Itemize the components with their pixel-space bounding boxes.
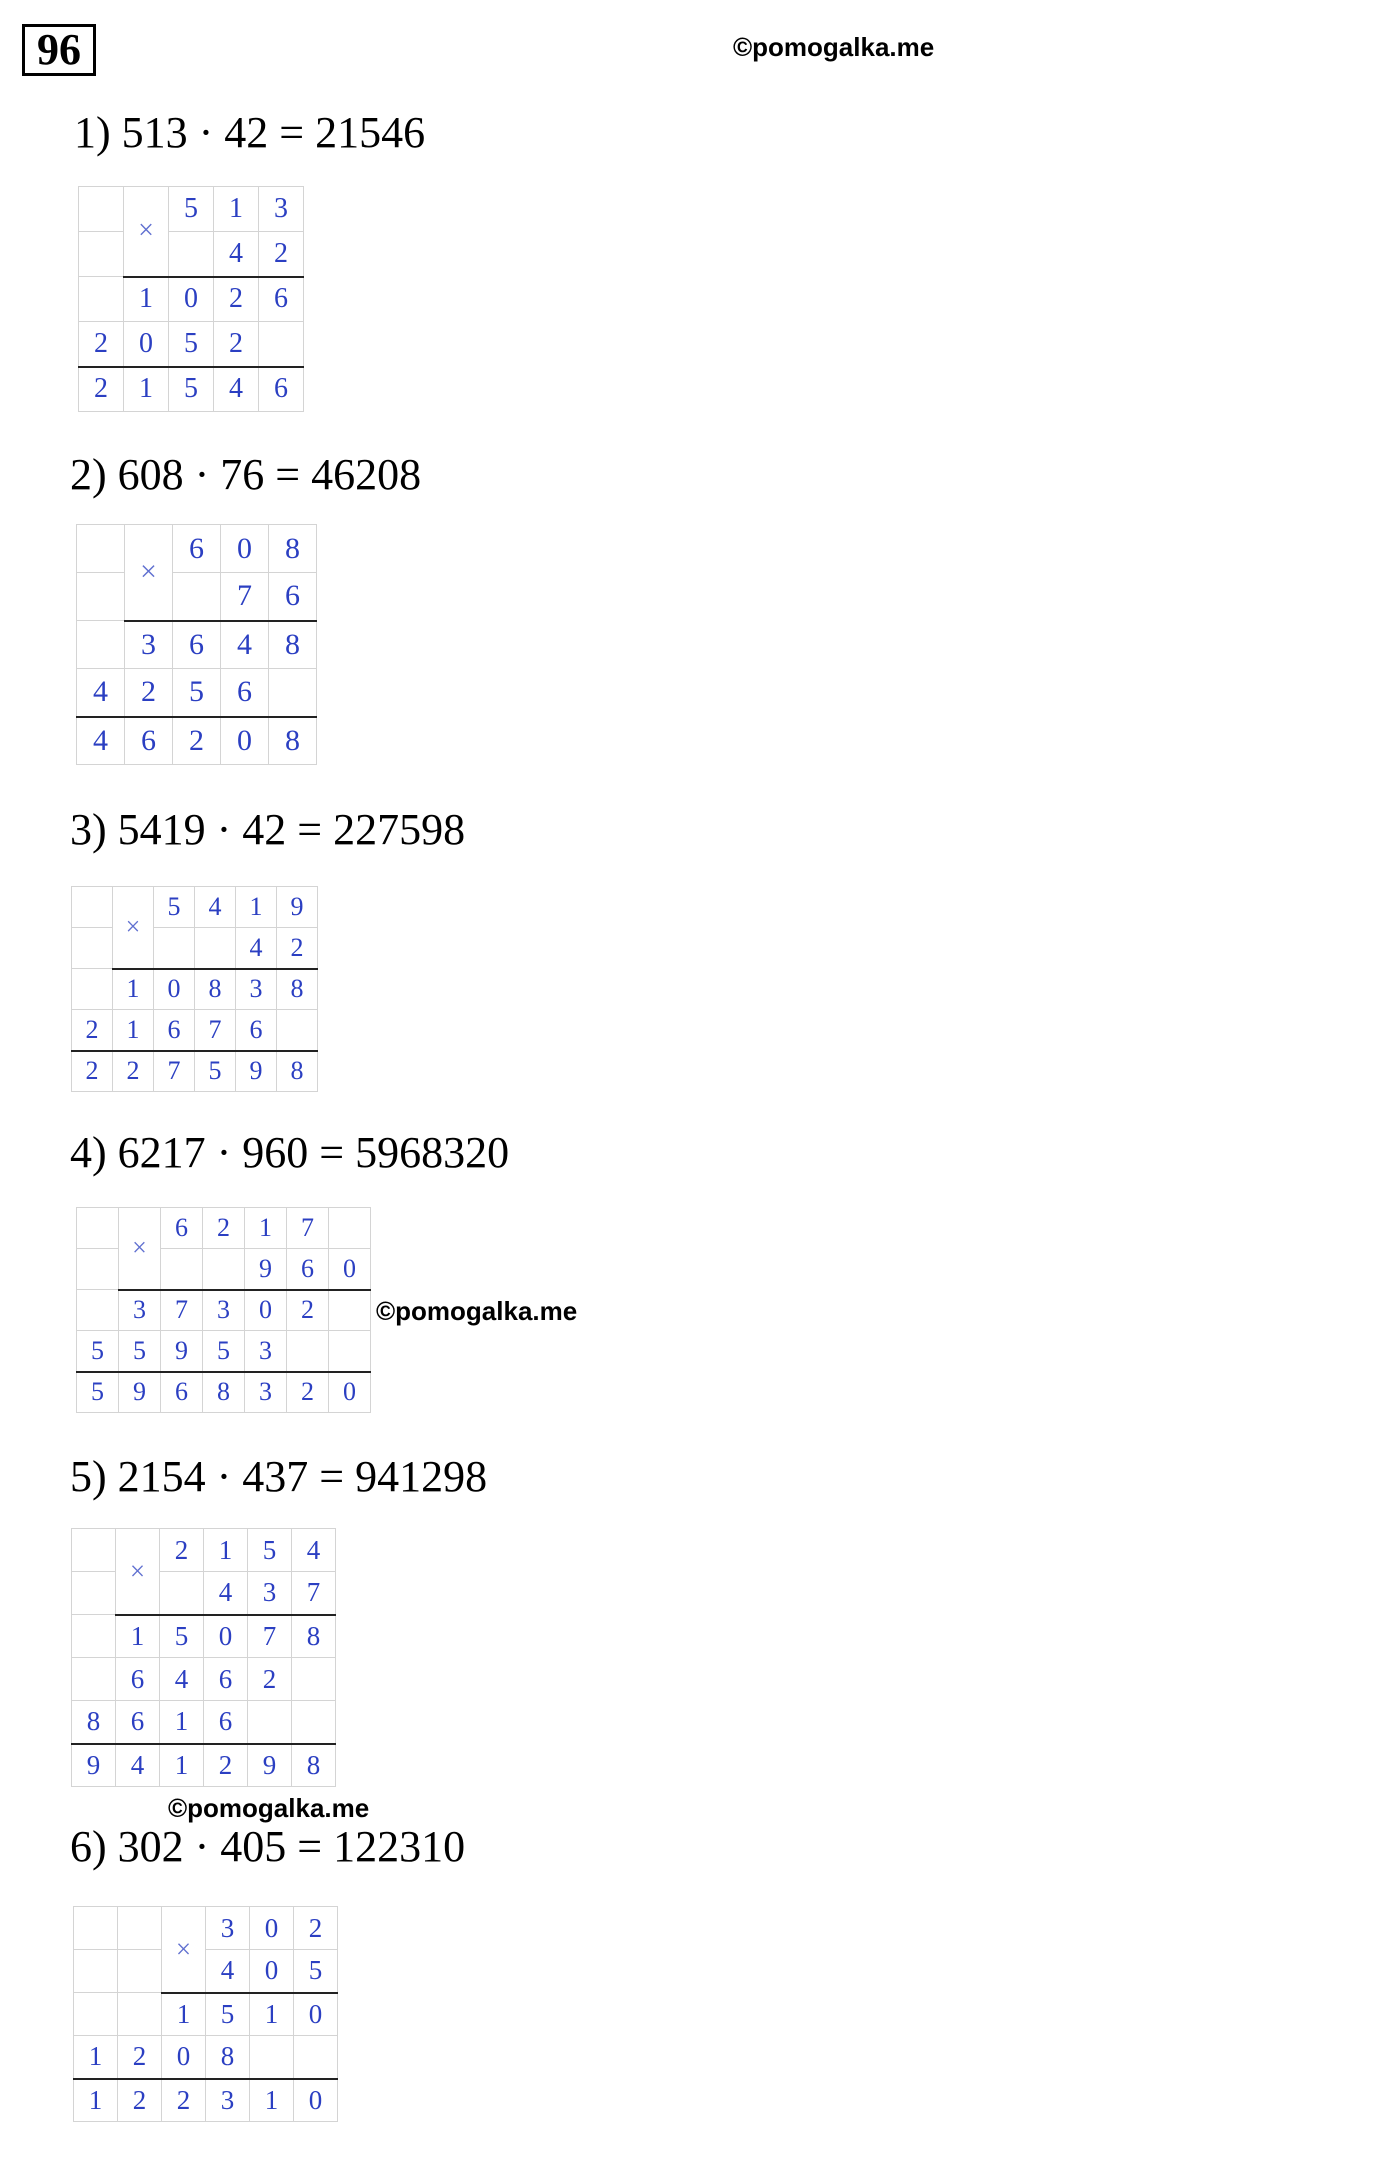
digit-cell: 6	[204, 1701, 248, 1744]
grid-row	[74, 2036, 338, 2079]
digit-cell: 5	[203, 1331, 245, 1372]
empty-cell	[79, 277, 124, 322]
empty-cell	[329, 1208, 371, 1249]
digit-cell: 2	[79, 367, 124, 412]
digit-cell: 0	[294, 1993, 338, 2036]
digit-cell: 2	[72, 1010, 113, 1051]
empty-cell	[72, 969, 113, 1010]
digit-cell: 5	[206, 1993, 250, 2036]
digit-cell: 0	[329, 1249, 371, 1290]
digit-cell: 1	[204, 1529, 248, 1572]
empty-cell	[79, 232, 124, 277]
digit-cell: 0	[250, 1907, 294, 1950]
problem-3-grid	[71, 886, 318, 1092]
grid-row	[77, 1331, 371, 1372]
empty-cell	[77, 1208, 119, 1249]
empty-cell	[154, 928, 195, 969]
digit-cell: 0	[245, 1290, 287, 1331]
digit-cell: 6	[154, 1010, 195, 1051]
grid-row	[72, 1744, 336, 1787]
digit-cell: 8	[72, 1701, 116, 1744]
grid-row	[77, 573, 317, 621]
digit-cell: 2	[160, 1529, 204, 1572]
digit-cell: 7	[287, 1208, 329, 1249]
empty-cell	[195, 928, 236, 969]
digit-cell: 3	[203, 1290, 245, 1331]
digit-cell: 3	[248, 1572, 292, 1615]
digit-cell: 9	[245, 1249, 287, 1290]
digit-cell: 8	[292, 1615, 336, 1658]
grid-row	[79, 187, 304, 232]
watermark-top: ©pomogalka.me	[733, 32, 935, 62]
empty-cell	[72, 1615, 116, 1658]
digit-cell: 2	[162, 2079, 206, 2122]
digit-cell: 0	[169, 277, 214, 322]
digit-cell: 1	[160, 1701, 204, 1744]
empty-cell	[77, 573, 125, 621]
digit-cell: 4	[236, 928, 277, 969]
grid-row	[79, 367, 304, 412]
empty-cell	[329, 1331, 371, 1372]
grid-row	[72, 1658, 336, 1701]
digit-cell: 7	[154, 1051, 195, 1092]
digit-cell: 1	[160, 1744, 204, 1787]
digit-cell: 2	[287, 1290, 329, 1331]
empty-cell	[161, 1249, 203, 1290]
digit-cell: 1	[113, 1010, 154, 1051]
grid-row	[77, 717, 317, 765]
digit-cell: 1	[214, 187, 259, 232]
digit-cell: 5	[173, 669, 221, 717]
empty-cell	[269, 669, 317, 717]
problem-1-grid	[78, 186, 304, 412]
empty-cell	[329, 1290, 371, 1331]
problem-6-grid	[73, 1906, 338, 2122]
digit-cell: 8	[206, 2036, 250, 2079]
empty-cell	[160, 1572, 204, 1615]
empty-cell	[248, 1701, 292, 1744]
digit-cell: 5	[77, 1331, 119, 1372]
digit-cell: 6	[221, 669, 269, 717]
digit-cell: 8	[277, 1051, 318, 1092]
multiply-sign: ×	[125, 525, 173, 621]
digit-cell: 6	[259, 277, 304, 322]
empty-cell	[74, 1907, 118, 1950]
digit-cell: 2	[79, 322, 124, 367]
digit-cell: 8	[269, 621, 317, 669]
digit-cell: 6	[269, 573, 317, 621]
digit-cell: 2	[72, 1051, 113, 1092]
grid-row	[77, 1208, 371, 1249]
digit-cell: 5	[160, 1615, 204, 1658]
empty-cell	[79, 187, 124, 232]
digit-cell: 6	[125, 717, 173, 765]
empty-cell	[292, 1658, 336, 1701]
digit-cell: 0	[221, 525, 269, 573]
empty-cell	[118, 1950, 162, 1993]
empty-cell	[294, 2036, 338, 2079]
digit-cell: 5	[169, 367, 214, 412]
digit-cell: 8	[292, 1744, 336, 1787]
digit-cell: 5	[119, 1331, 161, 1372]
empty-cell	[259, 322, 304, 367]
digit-cell: 3	[245, 1372, 287, 1413]
digit-cell: 8	[277, 969, 318, 1010]
digit-cell: 0	[250, 1950, 294, 1993]
digit-cell: 6	[161, 1372, 203, 1413]
problem-1-equation: 1) 513 · 42 = 21546	[74, 108, 426, 157]
problem-2-grid	[76, 524, 317, 765]
digit-cell: 5	[248, 1529, 292, 1572]
digit-cell: 3	[206, 2079, 250, 2122]
digit-cell: 2	[118, 2079, 162, 2122]
digit-cell: 1	[74, 2036, 118, 2079]
digit-cell: 1	[116, 1615, 160, 1658]
digit-cell: 2	[214, 322, 259, 367]
multiply-sign: ×	[116, 1529, 160, 1615]
digit-cell: 0	[204, 1615, 248, 1658]
digit-cell: 4	[77, 669, 125, 717]
digit-cell: 1	[245, 1208, 287, 1249]
digit-cell: 4	[204, 1572, 248, 1615]
grid-row	[77, 525, 317, 573]
grid-row	[74, 1993, 338, 2036]
grid-row	[74, 1950, 338, 1993]
digit-cell: 2	[214, 277, 259, 322]
grid-row	[77, 1290, 371, 1331]
digit-cell: 0	[162, 2036, 206, 2079]
digit-cell: 4	[77, 717, 125, 765]
digit-cell: 2	[287, 1372, 329, 1413]
grid-row	[77, 621, 317, 669]
watermark-bottom: ©pomogalka.me	[168, 1793, 370, 1823]
empty-cell	[77, 1290, 119, 1331]
digit-cell: 7	[221, 573, 269, 621]
digit-cell: 1	[162, 1993, 206, 2036]
empty-cell	[118, 1907, 162, 1950]
digit-cell: 2	[204, 1744, 248, 1787]
digit-cell: 6	[116, 1701, 160, 1744]
digit-cell: 3	[119, 1290, 161, 1331]
digit-cell: 4	[292, 1529, 336, 1572]
digit-cell: 2	[277, 928, 318, 969]
digit-cell: 2	[259, 232, 304, 277]
problem-5-grid	[71, 1528, 336, 1787]
digit-cell: 1	[113, 969, 154, 1010]
empty-cell	[72, 887, 113, 928]
empty-cell	[74, 1993, 118, 2036]
digit-cell: 1	[236, 887, 277, 928]
digit-cell: 1	[250, 2079, 294, 2122]
problem-4-grid	[76, 1207, 371, 1413]
empty-cell	[77, 525, 125, 573]
digit-cell: 0	[221, 717, 269, 765]
empty-cell	[287, 1331, 329, 1372]
grid-row	[79, 232, 304, 277]
digit-cell: 5	[169, 187, 214, 232]
digit-cell: 2	[125, 669, 173, 717]
empty-cell	[72, 1572, 116, 1615]
digit-cell: 8	[269, 717, 317, 765]
problem-3-equation: 3) 5419 · 42 = 227598	[70, 805, 466, 854]
grid-row	[72, 1051, 318, 1092]
grid-row	[72, 1572, 336, 1615]
empty-cell	[292, 1701, 336, 1744]
digit-cell: 2	[203, 1208, 245, 1249]
multiply-sign: ×	[124, 187, 169, 277]
digit-cell: 4	[214, 367, 259, 412]
problem-4-equation: 4) 6217 · 960 = 5968320	[70, 1128, 510, 1177]
grid-row	[72, 1010, 318, 1051]
digit-cell: 9	[277, 887, 318, 928]
digit-cell: 2	[173, 717, 221, 765]
empty-cell	[72, 1658, 116, 1701]
digit-cell: 8	[195, 969, 236, 1010]
digit-cell: 4	[221, 621, 269, 669]
digit-cell: 4	[195, 887, 236, 928]
digit-cell: 4	[160, 1658, 204, 1701]
empty-cell	[77, 621, 125, 669]
digit-cell: 2	[248, 1658, 292, 1701]
problem-6-equation: 6) 302 · 405 = 122310	[70, 1822, 466, 1871]
digit-cell: 9	[236, 1051, 277, 1092]
digit-cell: 5	[294, 1950, 338, 1993]
empty-cell	[169, 232, 214, 277]
digit-cell: 9	[161, 1331, 203, 1372]
digit-cell: 9	[72, 1744, 116, 1787]
digit-cell: 5	[77, 1372, 119, 1413]
digit-cell: 7	[195, 1010, 236, 1051]
grid-row	[72, 1615, 336, 1658]
digit-cell: 5	[169, 322, 214, 367]
empty-cell	[74, 1950, 118, 1993]
grid-row	[72, 1529, 336, 1572]
digit-cell: 0	[294, 2079, 338, 2122]
digit-cell: 0	[329, 1372, 371, 1413]
multiply-sign: ×	[113, 887, 154, 969]
grid-row	[72, 928, 318, 969]
digit-cell: 4	[214, 232, 259, 277]
digit-cell: 2	[294, 1907, 338, 1950]
digit-cell: 3	[206, 1907, 250, 1950]
empty-cell	[277, 1010, 318, 1051]
grid-row	[74, 1907, 338, 1950]
grid-row	[72, 1701, 336, 1744]
empty-cell	[77, 1249, 119, 1290]
multiply-sign: ×	[162, 1907, 206, 1993]
multiply-sign: ×	[119, 1208, 161, 1290]
problem-5-equation: 5) 2154 · 437 = 941298	[70, 1452, 488, 1501]
digit-cell: 3	[245, 1331, 287, 1372]
digit-cell: 0	[124, 322, 169, 367]
digit-cell: 8	[203, 1372, 245, 1413]
digit-cell: 6	[287, 1249, 329, 1290]
task-number: 96	[22, 24, 96, 76]
digit-cell: 6	[116, 1658, 160, 1701]
digit-cell: 1	[74, 2079, 118, 2122]
digit-cell: 3	[236, 969, 277, 1010]
empty-cell	[250, 2036, 294, 2079]
digit-cell: 6	[161, 1208, 203, 1249]
grid-row	[79, 277, 304, 322]
digit-cell: 8	[269, 525, 317, 573]
digit-cell: 2	[118, 2036, 162, 2079]
digit-cell: 1	[124, 367, 169, 412]
digit-cell: 7	[248, 1615, 292, 1658]
digit-cell: 4	[206, 1950, 250, 1993]
digit-cell: 3	[125, 621, 173, 669]
watermark-middle: ©pomogalka.me	[376, 1296, 578, 1326]
empty-cell	[203, 1249, 245, 1290]
grid-row	[79, 322, 304, 367]
empty-cell	[173, 573, 221, 621]
grid-row	[72, 969, 318, 1010]
grid-row	[74, 2079, 338, 2122]
grid-row	[77, 669, 317, 717]
digit-cell: 9	[119, 1372, 161, 1413]
digit-cell: 2	[113, 1051, 154, 1092]
digit-cell: 6	[236, 1010, 277, 1051]
digit-cell: 0	[154, 969, 195, 1010]
digit-cell: 6	[173, 621, 221, 669]
empty-cell	[118, 1993, 162, 2036]
digit-cell: 6	[259, 367, 304, 412]
digit-cell: 6	[204, 1658, 248, 1701]
problem-2-equation: 2) 608 · 76 = 46208	[70, 450, 422, 499]
digit-cell: 3	[259, 187, 304, 232]
grid-row	[77, 1372, 371, 1413]
grid-row	[72, 887, 318, 928]
digit-cell: 5	[154, 887, 195, 928]
empty-cell	[72, 928, 113, 969]
digit-cell: 4	[116, 1744, 160, 1787]
digit-cell: 7	[161, 1290, 203, 1331]
empty-cell	[72, 1529, 116, 1572]
digit-cell: 1	[250, 1993, 294, 2036]
digit-cell: 9	[248, 1744, 292, 1787]
digit-cell: 7	[292, 1572, 336, 1615]
digit-cell: 5	[195, 1051, 236, 1092]
digit-cell: 1	[124, 277, 169, 322]
digit-cell: 6	[173, 525, 221, 573]
